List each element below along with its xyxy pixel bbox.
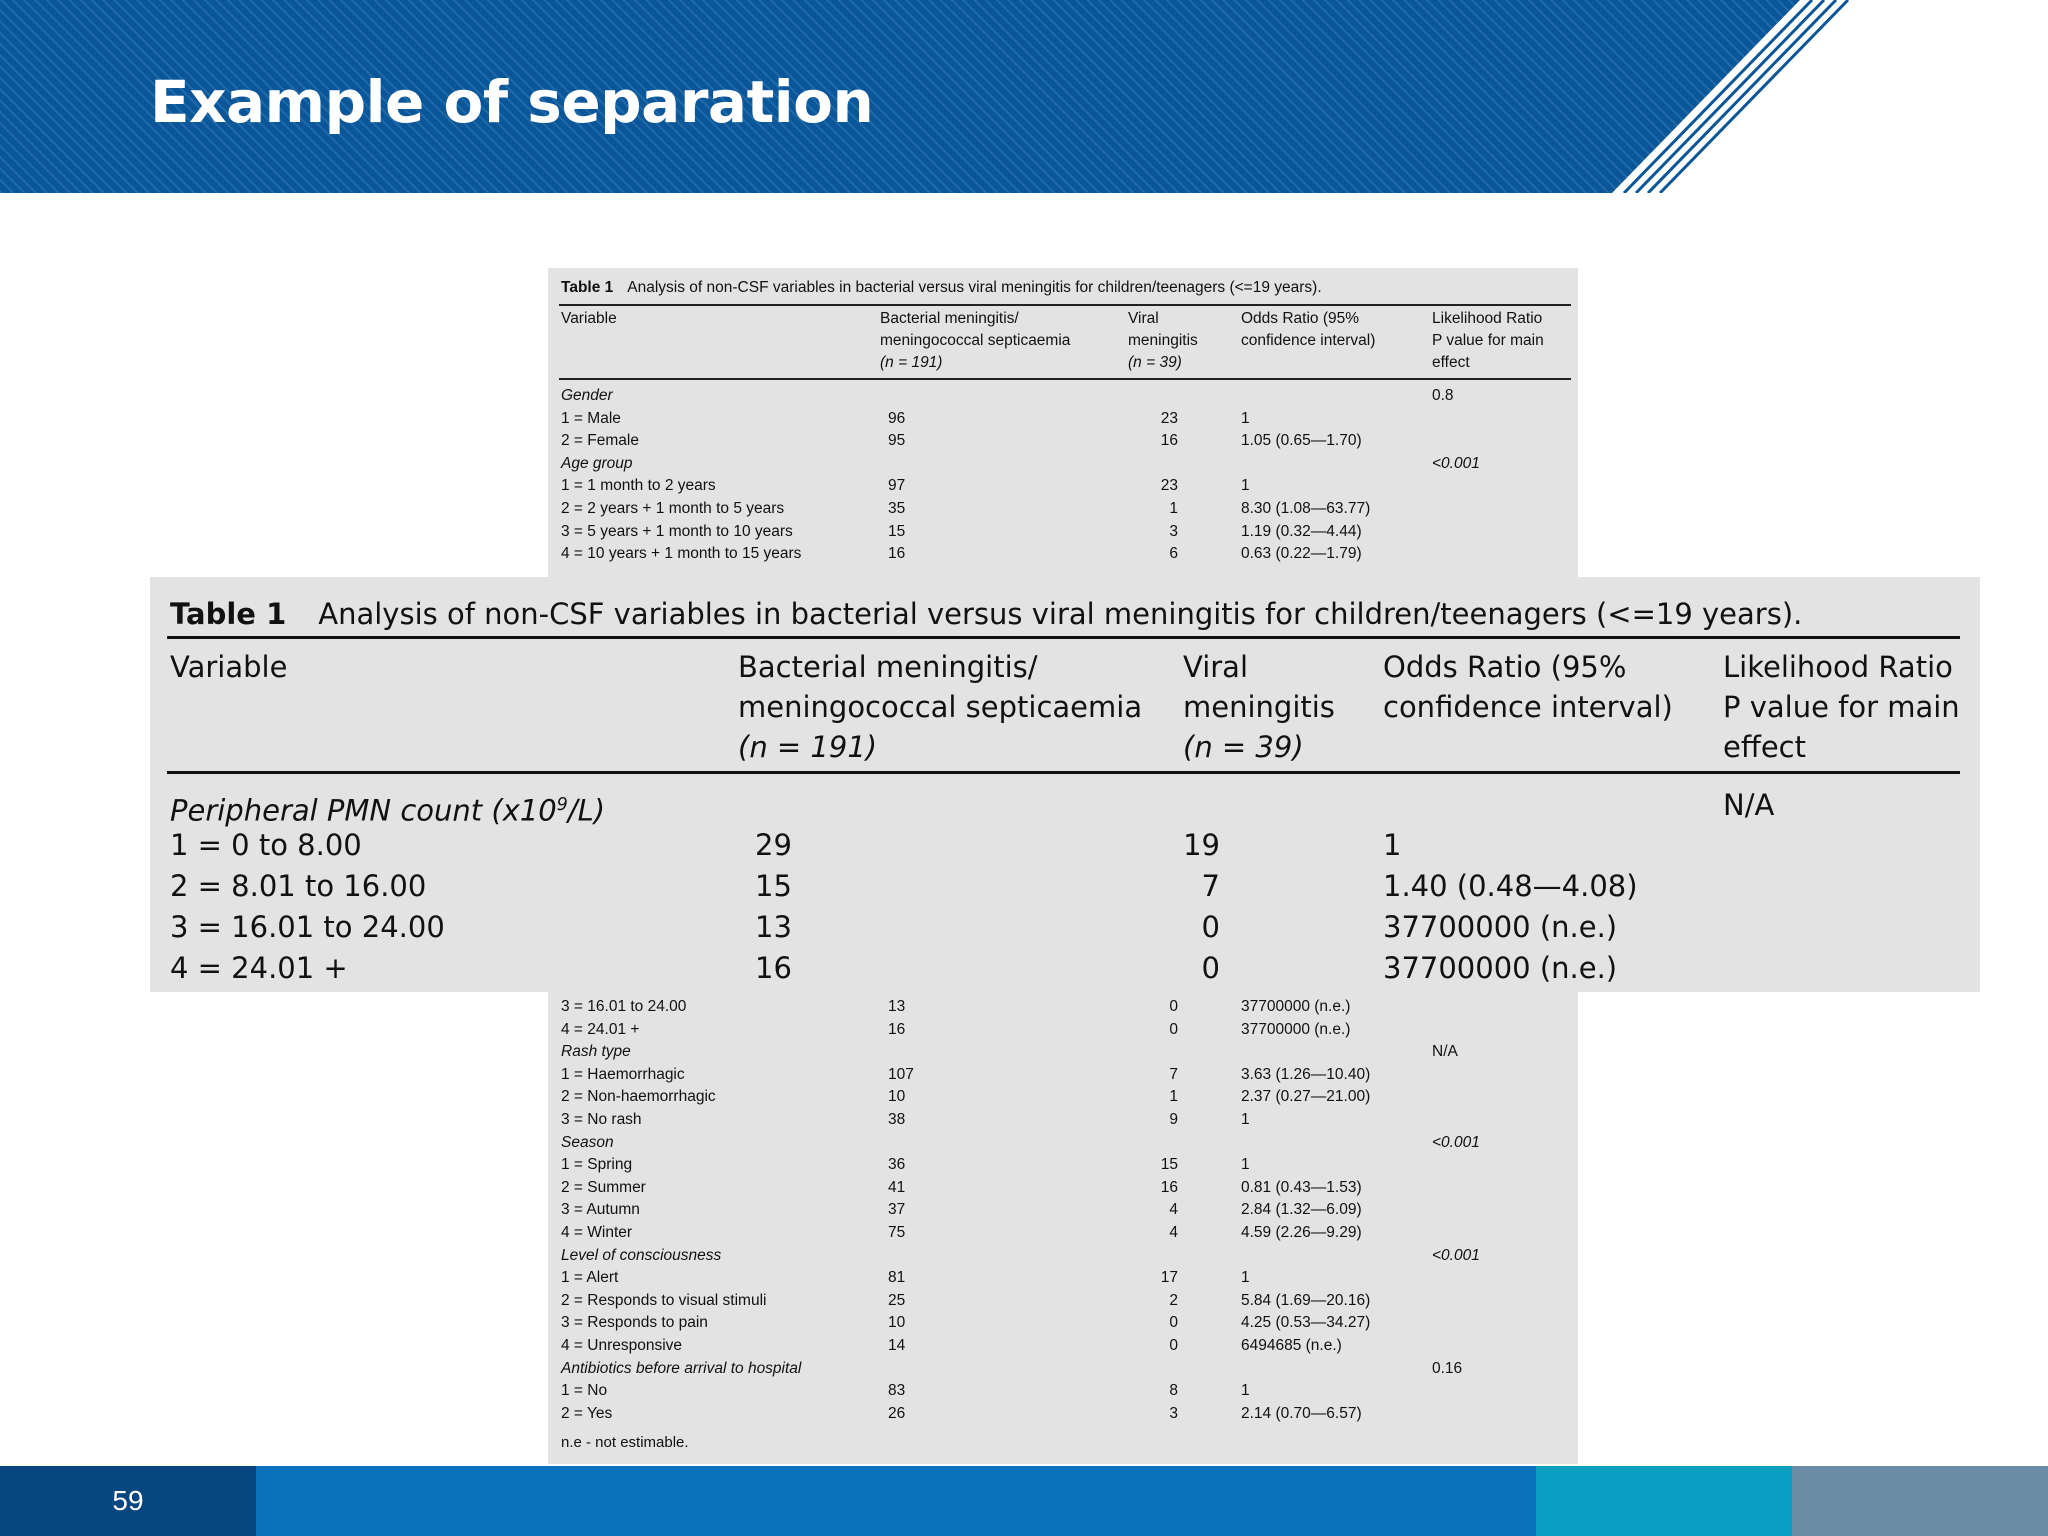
table-group-row: [548, 1132, 1578, 1154]
row-odds: 1: [1241, 1111, 1250, 1128]
row-odds: 2.84 (1.32—6.09): [1241, 1201, 1362, 1219]
row-viral: 23: [1160, 477, 1178, 495]
footer-bar: [0, 1466, 2048, 1536]
row-label: 3 = 5 years + 1 month to 10 years: [561, 522, 793, 540]
row-odds: 6494685 (n.e.): [1241, 1337, 1342, 1354]
row-bacterial: 107: [888, 1065, 914, 1083]
table-row: [548, 1019, 1578, 1041]
row-label: 3 = Autumn: [561, 1201, 640, 1219]
row-viral: 0: [1169, 998, 1178, 1015]
row-viral: 1: [1169, 1088, 1178, 1106]
row-p: <0.001: [1432, 454, 1480, 472]
row-viral: 0: [1169, 1020, 1178, 1038]
row-label: 2 = Yes: [561, 1404, 613, 1422]
row-viral: 6: [1169, 545, 1178, 563]
row-bacterial: 95: [888, 432, 906, 450]
row-bacterial: 13: [888, 998, 906, 1015]
zoom-header-variable: Variable: [170, 650, 288, 684]
row-bacterial: 83: [888, 1382, 906, 1400]
table-zoom-overlay: [150, 577, 1980, 992]
row-label: 1 = Haemorrhagic: [561, 1065, 685, 1083]
row-bacterial: 38: [888, 1111, 906, 1128]
row-label: 3 = No rash: [561, 1111, 642, 1128]
row-bacterial: 35: [888, 500, 906, 517]
row-label: 3 = 16.01 to 24.00: [561, 998, 687, 1015]
row-label: 4 = 10 years + 1 month to 15 years: [561, 545, 802, 563]
table-row: [548, 1290, 1578, 1312]
row-viral: 0: [1169, 1314, 1178, 1332]
zoom-group-row: [150, 785, 1980, 828]
row-bacterial: 25: [888, 1291, 906, 1309]
row-viral: 17: [1160, 1269, 1178, 1287]
small-header-odds: Odds Ratio (95% confidence interval): [1241, 310, 1376, 349]
table-row: [150, 948, 1980, 988]
row-bacterial: 16: [755, 951, 792, 985]
small-header-bacterial: Bacterial meningitis/ meningococcal septicaemia (n = 191): [880, 310, 1071, 371]
row-viral: 7: [1201, 869, 1220, 903]
table-row: [150, 825, 1980, 865]
row-label: 2 = Female: [561, 432, 639, 450]
row-label: 1 = No: [561, 1382, 608, 1400]
small-table-top-rule: [559, 304, 1571, 306]
row-odds: 1.05 (0.65—1.70): [1241, 432, 1362, 450]
row-odds: 1.19 (0.32—4.44): [1241, 522, 1362, 540]
row-viral: 16: [1160, 1178, 1178, 1196]
row-bacterial: 13: [755, 910, 792, 944]
row-label: 1 = 1 month to 2 years: [561, 477, 716, 495]
table-row: [548, 543, 1578, 565]
row-label: 2 = Summer: [561, 1178, 646, 1196]
row-p: <0.001: [1432, 1133, 1480, 1151]
table-row: [548, 408, 1578, 430]
row-bacterial: 15: [888, 522, 906, 540]
table-row: [548, 1380, 1578, 1402]
row-viral: 16: [1160, 432, 1178, 450]
row-odds: 37700000 (n.e.): [1383, 910, 1618, 944]
row-viral: 2: [1169, 1291, 1178, 1309]
row-bacterial: 81: [888, 1269, 906, 1287]
zoom-table-caption: Table 1 Analysis of non-CSF variables in bacterial versus viral meningitis for children/teenagers (<=19 years).: [170, 597, 1803, 631]
row-label: 3 = Responds to pain: [561, 1314, 708, 1332]
table-row: [548, 996, 1578, 1018]
row-bacterial: 75: [888, 1224, 906, 1241]
row-bacterial: 97: [888, 477, 906, 495]
row-odds: 0.81 (0.43—1.53): [1241, 1178, 1362, 1196]
table-row: [548, 1109, 1578, 1131]
table-row: [548, 1335, 1578, 1357]
table-row: [150, 866, 1980, 906]
table-row: [548, 1267, 1578, 1289]
row-bacterial: 10: [888, 1314, 906, 1332]
zoom-header-odds: Odds Ratio (95% confidence interval): [1383, 650, 1673, 724]
table-row: [548, 1312, 1578, 1334]
row-label: 1 = Spring: [561, 1156, 633, 1174]
row-odds: 5.84 (1.69—20.16): [1241, 1291, 1371, 1309]
table-row: [548, 1222, 1578, 1244]
row-bacterial: 37: [888, 1201, 906, 1219]
table-group-row: [548, 1358, 1578, 1380]
small-table-header-rule: [559, 378, 1571, 380]
table-group-row: [548, 1041, 1578, 1063]
row-p: 0.8: [1432, 387, 1454, 404]
row-odds: 3.63 (1.26—10.40): [1241, 1065, 1371, 1083]
row-viral: 9: [1169, 1111, 1178, 1128]
row-odds: 1: [1241, 1382, 1250, 1400]
row-label: 1 = Male: [561, 409, 621, 427]
row-bacterial: 10: [888, 1088, 906, 1106]
row-viral: 19: [1183, 828, 1220, 862]
zoom-group-p: N/A: [1723, 788, 1775, 822]
slide-title: Example of separation: [150, 68, 874, 136]
row-odds: 2.37 (0.27—21.00): [1241, 1088, 1371, 1106]
page-number: 59: [0, 1466, 256, 1536]
table-row: [548, 498, 1578, 520]
row-viral: 15: [1160, 1156, 1178, 1174]
row-viral: 3: [1169, 1404, 1178, 1422]
row-odds: 37700000 (n.e.): [1383, 951, 1618, 985]
row-odds: 1: [1383, 828, 1402, 862]
row-label: 4 = 24.01 +: [170, 951, 348, 985]
table-row: [548, 1154, 1578, 1176]
table-row: [548, 1177, 1578, 1199]
row-viral: 4: [1169, 1201, 1178, 1219]
table-row: [548, 1064, 1578, 1086]
row-label: Age group: [561, 454, 633, 472]
small-table-footnote: n.e - not estimable.: [561, 1434, 689, 1451]
row-odds: 1: [1241, 1269, 1250, 1287]
small-header-likelihood: Likelihood Ratio P value for main effect: [1432, 310, 1544, 371]
row-label: Season: [561, 1133, 614, 1151]
row-bacterial: 16: [888, 1020, 906, 1038]
row-label: 4 = Winter: [561, 1224, 633, 1241]
row-viral: 3: [1169, 522, 1178, 540]
table-group-row: [548, 1245, 1578, 1267]
row-label: 2 = 2 years + 1 month to 5 years: [561, 500, 785, 517]
row-bacterial: 36: [888, 1156, 906, 1174]
row-odds: 4.25 (0.53—34.27): [1241, 1314, 1371, 1332]
header-banner: [0, 0, 2048, 193]
table-group-row: [548, 453, 1578, 475]
row-label: Gender: [561, 387, 613, 404]
row-bacterial: 96: [888, 409, 906, 427]
row-bacterial: 41: [888, 1178, 906, 1196]
row-viral: 4: [1169, 1224, 1178, 1241]
row-bacterial: 29: [755, 828, 792, 862]
zoom-header-bacterial: Bacterial meningitis/ meningococcal septicaemia (n = 191): [738, 650, 1143, 764]
row-odds: 4.59 (2.26—9.29): [1241, 1224, 1362, 1241]
table-row: [548, 430, 1578, 452]
row-bacterial: 16: [888, 545, 906, 563]
row-label: Level of consciousness: [561, 1246, 722, 1264]
row-viral: 0: [1201, 951, 1220, 985]
row-p: 0.16: [1432, 1359, 1463, 1377]
table-row: [150, 907, 1980, 947]
row-odds: 1: [1241, 477, 1250, 495]
row-odds: 8.30 (1.08—63.77): [1241, 500, 1371, 517]
row-viral: 8: [1169, 1382, 1178, 1400]
zoom-table-header-rule: [167, 771, 1960, 774]
footer-segment-blue: [256, 1466, 1536, 1536]
row-label: 4 = Unresponsive: [561, 1337, 683, 1354]
row-odds: 0.63 (0.22—1.79): [1241, 545, 1362, 563]
row-viral: 1: [1169, 500, 1178, 517]
small-header-viral: Viral meningitis (n = 39): [1128, 310, 1198, 371]
row-p: N/A: [1432, 1043, 1458, 1061]
row-label: 2 = Responds to visual stimuli: [561, 1291, 767, 1309]
zoom-group-label: Peripheral PMN count $(x10^9/L)$: [170, 793, 606, 828]
row-bacterial: 15: [755, 869, 792, 903]
row-viral: 7: [1169, 1065, 1178, 1083]
row-odds: 2.14 (0.70—6.57): [1241, 1404, 1362, 1422]
table-group-row: [548, 385, 1578, 407]
row-label: Rash type: [561, 1043, 631, 1061]
row-p: <0.001: [1432, 1246, 1480, 1264]
row-label: Antibiotics before arrival to hospital: [561, 1359, 802, 1377]
row-viral: 23: [1160, 409, 1178, 427]
table-row: [548, 475, 1578, 497]
row-label: 2 = Non-haemorrhagic: [561, 1088, 716, 1106]
row-viral: 0: [1169, 1337, 1178, 1354]
zoom-header-viral: Viral meningitis (n = 39): [1183, 650, 1335, 764]
footer-segment-teal: [1536, 1466, 1792, 1536]
table-row: [548, 1086, 1578, 1108]
table-row: [548, 1403, 1578, 1425]
row-odds: 37700000 (n.e.): [1241, 998, 1351, 1015]
row-viral: 0: [1201, 910, 1220, 944]
row-label: 1 = 0 to 8.00: [170, 828, 362, 862]
table-row: [548, 521, 1578, 543]
row-bacterial: 14: [888, 1337, 906, 1354]
small-header-variable: Variable: [561, 310, 617, 327]
row-odds: 37700000 (n.e.): [1241, 1020, 1351, 1038]
row-odds: 1: [1241, 1156, 1250, 1174]
zoom-header-likelihood: Likelihood Ratio P value for main effect: [1723, 650, 1960, 764]
table-row: [548, 1199, 1578, 1221]
row-label: 2 = 8.01 to 16.00: [170, 869, 427, 903]
row-label: 4 = 24.01 +: [561, 1020, 640, 1038]
footer-segment-grey: [1792, 1466, 2048, 1536]
row-odds: 1: [1241, 409, 1250, 427]
row-odds: 1.40 (0.48—4.08): [1383, 869, 1638, 903]
small-table-caption: Table 1 Analysis of non-CSF variables in bacterial versus viral meningitis for children/teenagers (<=19 years).: [561, 279, 1322, 296]
row-label: 3 = 16.01 to 24.00: [170, 910, 445, 944]
row-label: 1 = Alert: [561, 1269, 619, 1287]
row-bacterial: 26: [888, 1404, 906, 1422]
zoom-table-top-rule: [167, 636, 1960, 639]
